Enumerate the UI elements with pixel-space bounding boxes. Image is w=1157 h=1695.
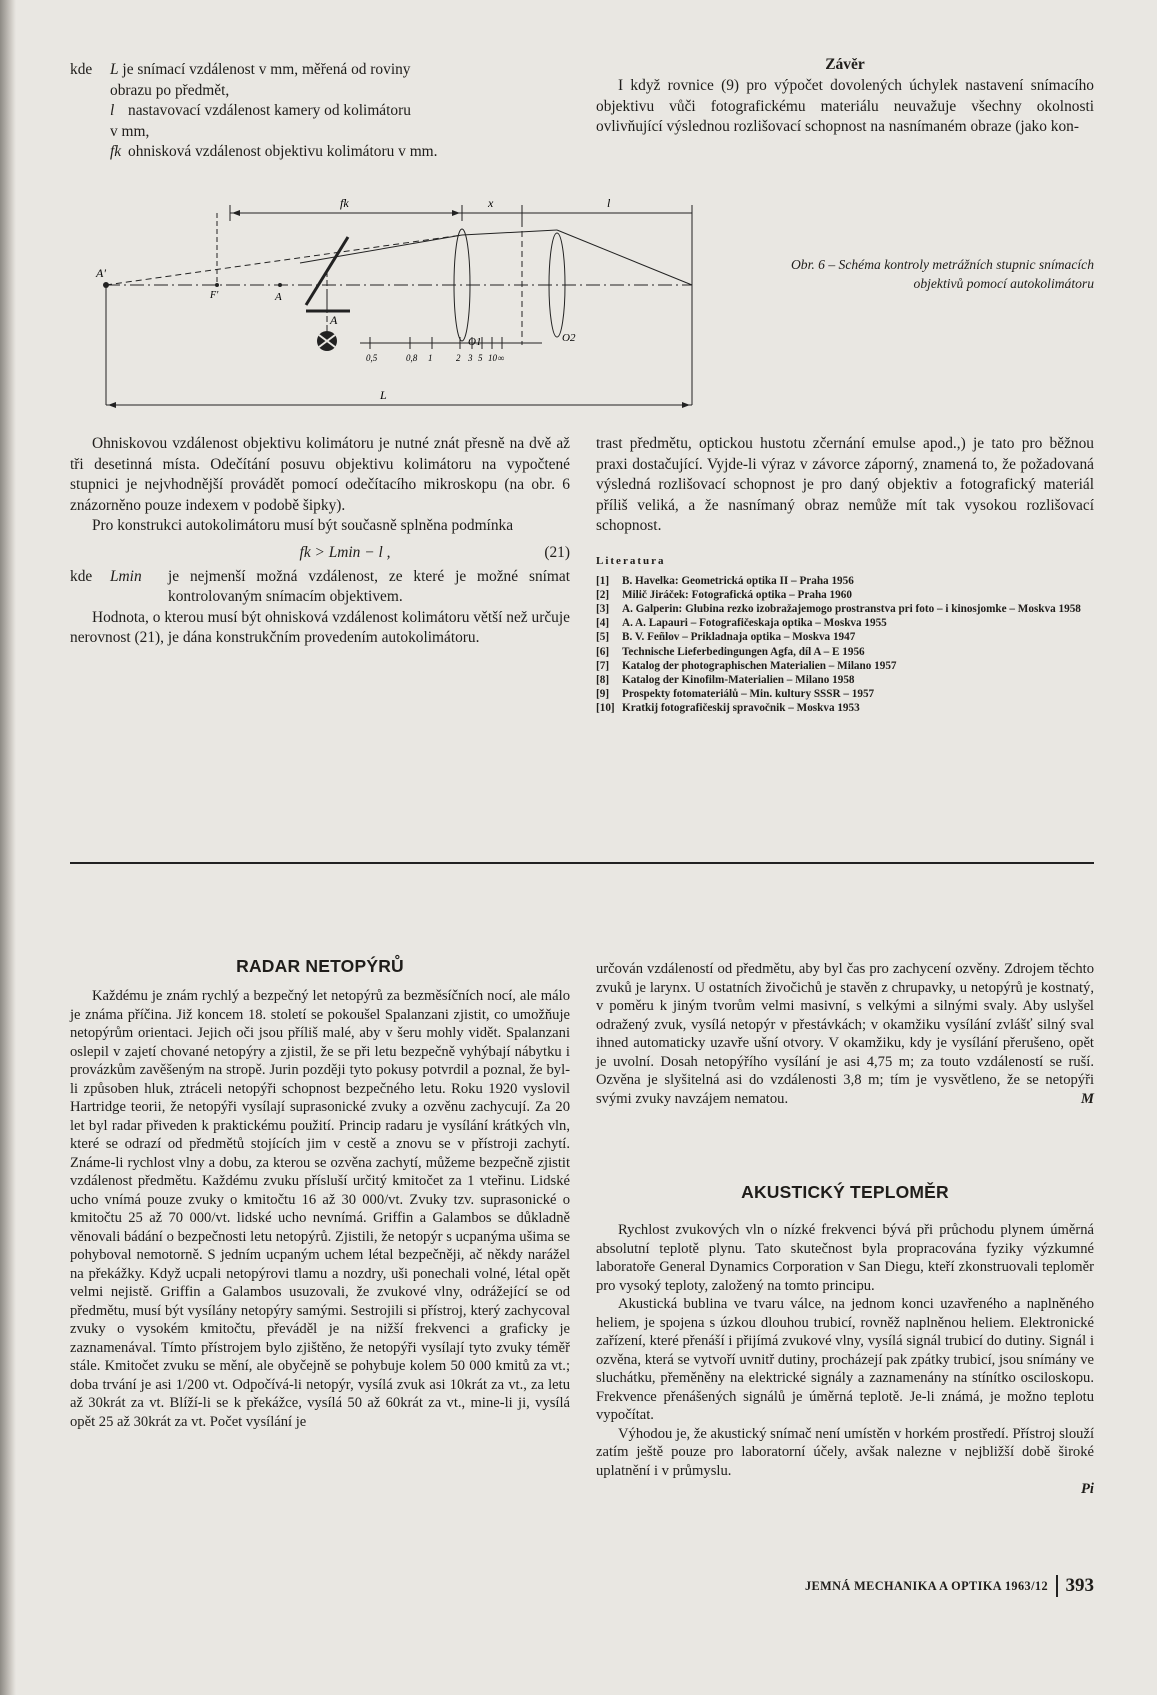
literature-item: [7] Katalog der photographischen Materialien – Milano 1957 <box>596 659 897 672</box>
scale-label: 5 <box>478 353 483 363</box>
ray-line <box>462 230 557 235</box>
virtual-ray <box>106 235 462 285</box>
symbol-definitions <box>70 60 570 163</box>
article-radar-continued <box>596 960 1094 1108</box>
label-fk: fk <box>340 196 349 210</box>
def-symbol: fk <box>110 143 122 160</box>
section-divider <box>70 862 1094 864</box>
def-text: nastavovací vzdálenost kamery od kolimátoru <box>128 102 411 119</box>
figure-caption: Obr. 6 – Schéma kontroly metrážních stupnic snímacích objektivů pomocí autokolimátoru <box>790 257 1094 291</box>
def-text-cont: v mm, <box>110 122 150 140</box>
literature-item: [5] B. V. Feñlov – Prikladnaja optika – Moskva 1947 <box>596 631 856 644</box>
paragraph: určován vzdáleností od předmětu, aby byl čas pro zachycení ozvěny. Zdrojem těchto zvuků je larynx. U ostatních živočichů je stavěn z chrupavky, u netopýrů je kostnatý, v poměru k jiným tvorům velmi masivní, s velkými a silnými svaly. Aby uslyšel odražený zvuk, vysílá netopýr v přestávkách; v okamžiku vysílání zvlášť silný sval ihned automaticky uzavře ušní otvory. V okamžiku, kdy je vysílání přerušeno, opět je uvolní. Dosah netopýřího vysílání je asi 4,75 m; za touto vzdáleností se ruší. Ozvěna je slyšitelná asi do vzdálenosti 3,8 m; tím je vysvětleno, že se netopýři svými zvuky navzájem nematou. M <box>596 961 1094 1107</box>
formula-expression: fk > Lmin − l , <box>299 543 391 561</box>
paragraph: Rychlost zvukových vln o nízké frekvenci bývá při průchodu plynem úměrná absolutní teplotě plynu. Tato skutečnost byla propracována fyziky výzkumné laboratoře General Dynamics Corporation v San Diegu, kteří zkonstruovali teploměr pro vysoký teploty, založený na tomto principu. <box>596 1222 1094 1294</box>
article-teplomer <box>596 1182 1094 1499</box>
def-text: je nejmenší možná vzdálenost, ze které je možné snímat kontrolovaným snímacím objektivem. <box>168 567 570 605</box>
scale-label: 3 <box>468 353 473 363</box>
conclusion-section <box>596 56 1094 138</box>
def-text: je snímací vzdálenost v mm, měřená od roviny <box>122 61 411 78</box>
article-radar <box>70 956 570 1431</box>
ray-line <box>300 235 462 263</box>
paragraph: Výhodou je, že akustický snímač není umístěn v horkém prostředí. Přístroj slouží zatím ještě pouze pro laboratorní účely, avšak nalezne v nejbližší době široké uplatnění i v průmyslu. <box>596 1425 1094 1479</box>
scale-label: ∞ <box>498 353 505 363</box>
paragraph: trast předmětu, optickou hustotu zčernání emulse apod.,) je tato pro běžnou praxi dostačující. Vyjde-li výraz v závorce záporný, znamená to, že požadovaná výsledná rozlišovací schopnost je pro daný objektiv a fotografický materiál příliš veliká, a že nasnímaný obraz nemůže mít tak vysokou rozlišovací schopnost. <box>596 435 1094 534</box>
point-f-prime <box>215 283 219 287</box>
conclusion-paragraph: I když rovnice (9) pro výpočet dovolených úchylek nastavení snímacího objektivu vůči fotografickému materiálu neuvažuje všechny okolnosti ovlivňující výslednou rozlišovací schopnost na nasnímaném obraze (jako kon- <box>596 77 1094 135</box>
autocollimator-diagram <box>70 195 710 420</box>
paragraph: Ohniskovou vzdálenost objektivu kolimátoru je nutné znát přesně na dvě až tři desetinná místa. Odečítání posuvu objektivu kolimátoru na vypočtené stupnici je nejvhodnější provádět pomocí odečítacího mikroskopu (na obr. 6 znázorněno pouze indexem v podobě šipky). <box>70 435 570 514</box>
formula-21 <box>70 543 570 563</box>
label-a: A <box>275 291 282 303</box>
left-middle-text <box>70 434 570 649</box>
literature-item: [8] Katalog der Kinofilm-Materialien – Milano 1958 <box>596 673 855 686</box>
def-symbol: Lmin <box>110 567 142 585</box>
literature-item: [4] A. A. Lapauri – Fotografičeskaja optika – Moskva 1955 <box>596 617 887 630</box>
conclusion-heading: Závěr <box>825 56 865 73</box>
literature-item: [6] Technische Lieferbedingungen Agfa, díl A – E 1956 <box>596 645 865 658</box>
label-l: l <box>607 196 611 210</box>
literature-item: [2] Milič Jiráček: Fotografická optika – Praha 1960 <box>596 588 852 601</box>
literature-list <box>596 574 1094 716</box>
literature-item: [10] Kratkij fotografičeskij spravočnik – Moskva 1953 <box>596 702 860 715</box>
literature-item: [9] Prospekty fotomateriálů – Min. kultury SSSR – 1957 <box>596 688 875 701</box>
ray-line <box>557 230 692 285</box>
author-signature: M <box>1081 1090 1094 1107</box>
def-text-cont: obrazu po předmět, <box>110 81 230 99</box>
formula-number: (21) <box>544 543 570 561</box>
scale-label: 0,8 <box>406 353 418 363</box>
scale-label: 10 <box>488 353 497 363</box>
label-x: x <box>488 196 494 210</box>
label-a-prime: A' <box>96 266 106 280</box>
label-o1: O1 <box>468 336 482 348</box>
literature-heading: Literatura <box>596 554 666 567</box>
footer-separator <box>1056 1575 1058 1597</box>
point-a-prime <box>103 282 109 288</box>
label-f-prime: F' <box>210 290 219 301</box>
article-title: AKUSTICKÝ TEPLOMĚR <box>741 1182 949 1202</box>
paragraph: Hodnota, o kterou musí být ohnisková vzdálenost kolimátoru větší než určuje nerovnost (21), je dána konstrukčním provedením autokolimátoru. <box>70 608 570 646</box>
paragraph: Akustická bublina ve tvaru válce, na jednom konci uzavřeného a naplněného heliem, je spojena s úzkou dlouhou trubicí, rovněž naplněnou heliem. Elektronické zařízení, které přenáší i přijímá zvukové vlny, vysílá signál trubicí do dutiny. Signál i ozvěna, která se vytvoří uvnitř dutiny, procházejí pak zpátky trubicí, jsou snímány ve sluchátku, přeměněny na elektrické signály a zaznamenány na stínítko osciloskopu. Frekvence přenášených signálů je úměrná teplotě. Je-li známá, je možno teplotu vypočítat. <box>596 1296 1094 1423</box>
right-middle-text <box>596 434 1094 716</box>
page-binding-shadow <box>0 0 16 1695</box>
paragraph: Pro konstrukci autokolimátoru musí být současně splněna podmínka <box>92 517 514 534</box>
label-o2: O2 <box>562 332 576 344</box>
def-lead: kde <box>70 567 93 585</box>
author-signature: Pi <box>1081 1481 1094 1497</box>
page-footer <box>760 1574 1094 1598</box>
label-L: L <box>380 388 387 402</box>
literature-item: [3] A. Galperin: Glubina rezko izobražajemogo prostranstva pri foto – i kinosjomke – Moskva 1958 <box>596 602 1081 615</box>
scale-label: 1 <box>428 353 433 363</box>
scale-label: 2 <box>456 353 461 363</box>
label-a-reticle: A <box>330 313 338 327</box>
def-symbol: l <box>110 102 115 119</box>
def-text: ohnisková vzdálenost objektivu kolimátoru v mm. <box>128 143 438 160</box>
page-number: 393 <box>1065 1575 1094 1596</box>
article-title: RADAR NETOPÝRŮ <box>236 956 404 976</box>
paragraph: Každému je znám rychlý a bezpečný let netopýrů za bezměsíčních nocí, ale málo je známa příčina. Již koncem 18. století se pokoušel Spalanzani zjistit, co umožňuje netopýrům orientaci. Jejich oči jsou příliš malé, aby v šeru mohly vidět. Spalanzani oslepil v zajetí chované netopýry a zjistil, že se při letu bezpečně vyhýbají nábytku i provázkům zavěšeným na stropě. Jurin později tyto pokusy potvrdil a poznal, že byl-li způsoben hluk, ztráceli netopýři schopnost bezpečného letu. Roku 1920 vyslovil Hartridge teorii, že netopýři vysílají suprasonické zvuky a ozvěnu zachycují. Za 20 let byl radar přiveden k praktickému použití. Princip radaru je vysílání krátkých vln, které se odrazí od předmětů stojících jim v cestě a znovu se v přístroji zachytí. Známe-li rychlost vlny a dobu, za kterou se ozvěna zachytí, můžeme bezpečně zjistit vzdálenost předmětu. Každému zvuku přísluší určitý kmitočet za 1 vteřinu. Lidské ucho vnímá pouze zvuky o kmitočtu 16 až 30 000/vt. Zvuky tzv. suprasonické o kmitočtu 25 až 70 000/vt. lidské ucho nevnímá. Griffin a Galambos se důkladně věnovali bádání o bezpečnosti letu netopýrů. Zjistili, že netopýr s ucpanýma ušima se pohyboval nemotorně. S jedním ucpaným uchem létal bezpečněji, ač někdy narážel na překážky. Když ucpali netopýrovi tlamu a nozdry, uši ponechali volné, létal opět velmi nejistě. Griffin a Galambos usuzovali, že zvukové vlny, odrážející se od předmětu, musí být vysílány netopýry samými. Sestrojili si přístroj, který zachycoval zvuky o vysokém kmitočtu, převáděl je na nižší frekvenci a graficky je zaznamenával. Tímto přístrojem bylo zjištěno, že netopýři vysílají tyto zvuky téměř stále. Kmitočet zvuku se mění, ale obyčejně se pohybuje kolem 50 000 kmitů za vt.; doba trvání je asi 1/200 vt. Odpočívá-li netopýr, vysílá zvuk asi 10krát za vt., za letu až 30krát za vt. Blíží-li se k překážce, vysílá 50 až 60krát za vt., mine-li ji, vysílá opět 25 až 30krát za vt. Počet vysílání je <box>70 988 570 1430</box>
def-lead: kde <box>70 61 93 78</box>
point-a <box>278 283 282 287</box>
journal-name: JEMNÁ MECHANIKA A OPTIKA 1963/12 <box>804 1578 1048 1593</box>
scale-label: 0,5 <box>366 353 378 363</box>
def-symbol: L <box>110 61 119 78</box>
literature-item: [1] B. Havelka: Geometrická optika II – Praha 1956 <box>596 574 854 587</box>
